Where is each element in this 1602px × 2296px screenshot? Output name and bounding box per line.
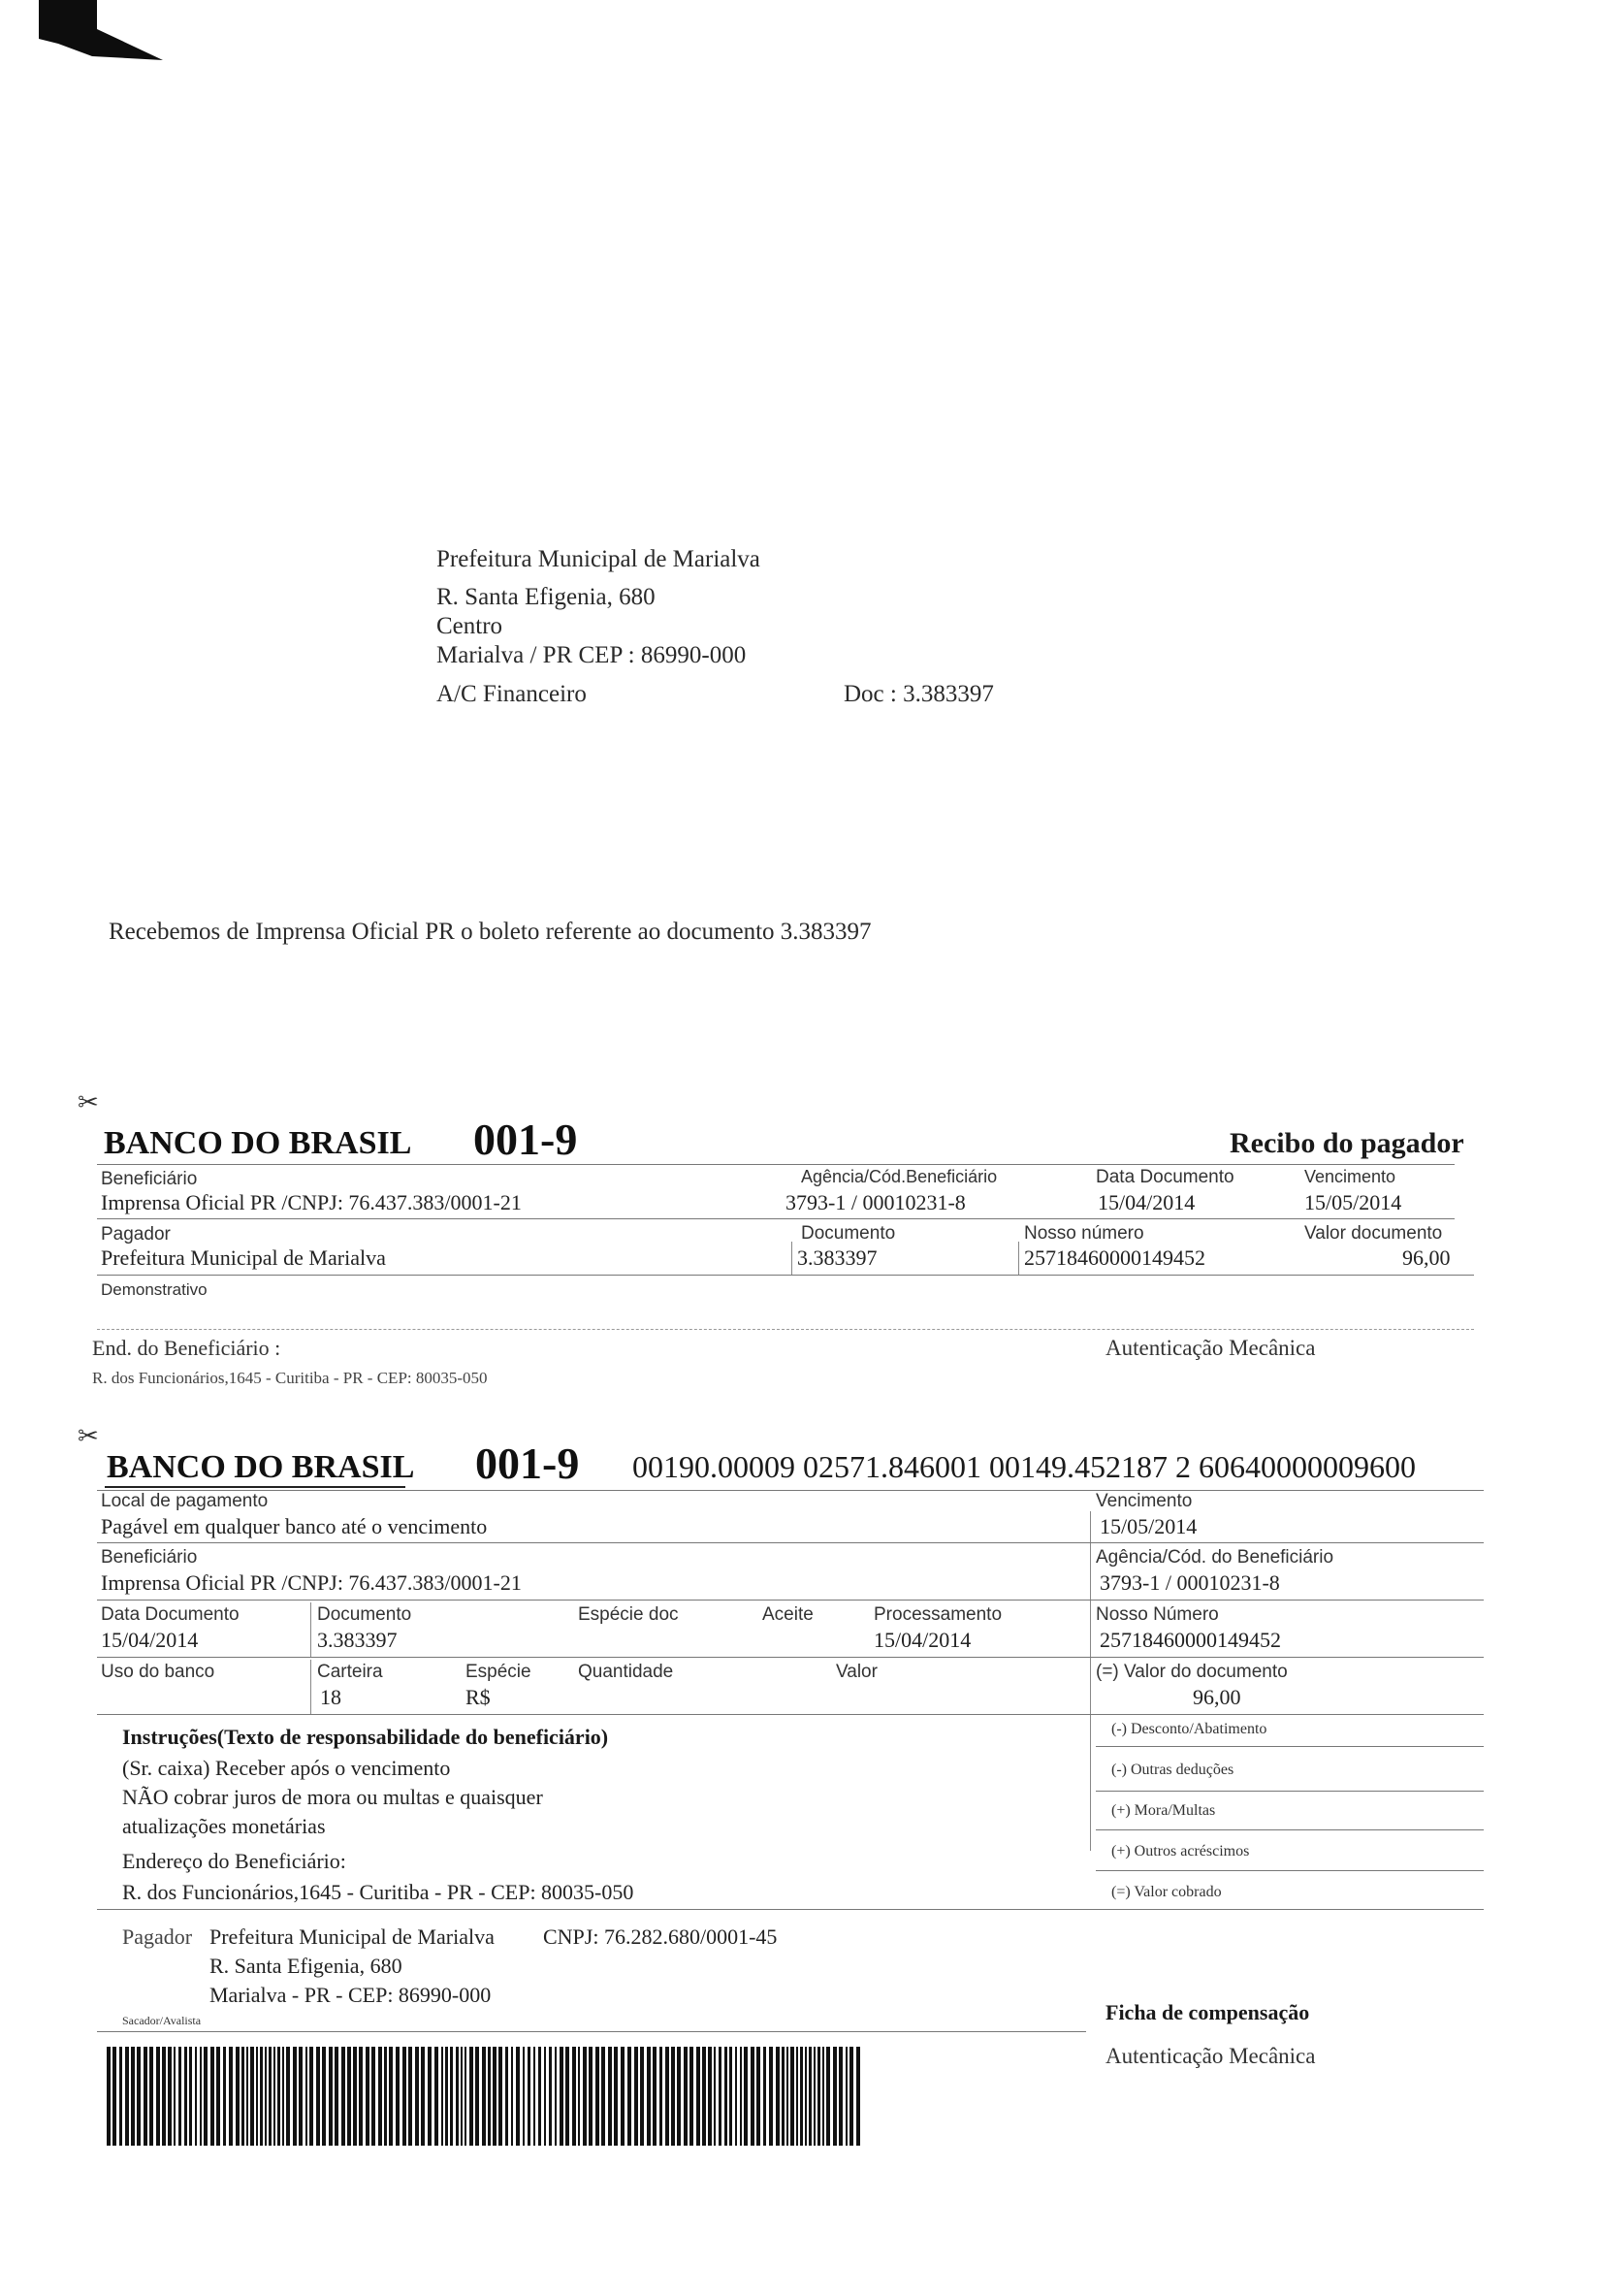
recibo-beneficiario-label: Beneficiário: [101, 1169, 198, 1189]
ficha-outros-acrescimos-label: (+) Outros acréscimos: [1111, 1843, 1250, 1859]
ficha-pagador-rua: R. Santa Efigenia, 680: [209, 1954, 402, 1978]
recibo-beneficiario: Imprensa Oficial PR /CNPJ: 76.437.383/0001-21: [101, 1190, 522, 1214]
ficha-agencia-label: Agência/Cód. do Beneficiário: [1096, 1547, 1334, 1568]
recibo-documento-label: Documento: [801, 1223, 896, 1244]
ficha-sacador-line: [97, 2031, 1086, 2032]
header-street: R. Santa Efigenia, 680: [436, 584, 656, 610]
ficha-valor-doc-label: (=) Valor do documento: [1096, 1662, 1288, 1682]
ficha-carteira: 18: [320, 1685, 341, 1709]
ficha-documento-label: Documento: [317, 1604, 412, 1625]
recibo-top-line: [97, 1164, 1455, 1165]
ficha-documento: 3.383397: [317, 1628, 398, 1652]
ficha-valor-label: Valor: [836, 1662, 878, 1682]
ficha-top-line: [97, 1490, 1484, 1491]
recibo-pagador-label: Pagador: [101, 1224, 171, 1245]
recibo-documento: 3.383397: [797, 1245, 878, 1270]
recibo-agencia: 3793-1 / 00010231-8: [785, 1190, 966, 1214]
recibo-valor-label: Valor documento: [1304, 1223, 1443, 1244]
recibo-bank-code: 001-9: [473, 1115, 578, 1164]
ficha-data-doc: 15/04/2014: [101, 1628, 199, 1652]
ficha-ded-line: [1096, 1746, 1484, 1747]
ficha-processamento-label: Processamento: [874, 1604, 1003, 1625]
ficha-row3-line: [97, 1657, 1484, 1658]
recibo-vencimento: 15/05/2014: [1304, 1190, 1402, 1214]
recibo-demo-line: [97, 1329, 1474, 1330]
recibo-end: R. dos Funcionários,1645 - Curitiba - PR - CEP: 80035-050: [92, 1369, 488, 1387]
ficha-valor-cobrado-label: (=) Valor cobrado: [1111, 1884, 1222, 1900]
ficha-valor-doc: 96,00: [1193, 1685, 1241, 1709]
ficha-instrucao-3: atualizações monetárias: [122, 1814, 326, 1838]
ficha-outras-deducoes-label: (-) Outras deduções: [1111, 1762, 1234, 1778]
ficha-sacador-label: Sacador/Avalista: [122, 2014, 202, 2027]
ficha-mora-label: (+) Mora/Multas: [1111, 1802, 1216, 1819]
recibo-pagador: Prefeitura Municipal de Marialva: [101, 1245, 386, 1270]
header-district: Centro: [436, 613, 503, 639]
recibo-nosso-numero: 25718460000149452: [1024, 1245, 1205, 1270]
ficha-row4-line: [97, 1714, 1484, 1715]
ficha-aceite-label: Aceite: [762, 1604, 814, 1625]
ficha-row1-line: [97, 1542, 1484, 1543]
recibo-valor: 96,00: [1402, 1245, 1451, 1270]
recibo-doc-divider: [791, 1242, 792, 1275]
ficha-row5-line: [97, 1909, 1484, 1910]
ficha-agencia: 3793-1 / 00010231-8: [1100, 1570, 1280, 1595]
ficha-desconto-label: (-) Desconto/Abatimento: [1111, 1721, 1267, 1737]
ficha-instrucao-1: (Sr. caixa) Receber após o vencimento: [122, 1756, 451, 1780]
recibo-row1-line: [97, 1218, 1455, 1219]
ficha-right-column-line: [1090, 1511, 1091, 1851]
ficha-ded-line: [1096, 1870, 1484, 1871]
ficha-autenticacao: Autenticação Mecânica: [1105, 2044, 1316, 2068]
recibo-bank-name: BANCO DO BRASIL: [104, 1125, 412, 1161]
scan-artifact: [39, 0, 165, 60]
recibo-vencimento-label: Vencimento: [1304, 1167, 1396, 1186]
ficha-pagador-cnpj: CNPJ: 76.282.680/0001-45: [543, 1924, 778, 1949]
ficha-nosso-numero: 25718460000149452: [1100, 1628, 1281, 1652]
recibo-row2-line: [97, 1275, 1474, 1276]
ficha-data-doc-label: Data Documento: [101, 1604, 240, 1625]
ficha-pagador-label: Pagador: [122, 1924, 193, 1949]
recibo-nosso-numero-label: Nosso número: [1024, 1223, 1144, 1244]
header-attention: A/C Financeiro: [436, 681, 587, 707]
ficha-bank-underline: [105, 1486, 405, 1488]
ficha-vencimento-label: Vencimento: [1096, 1491, 1193, 1511]
ficha-row2-line: [97, 1600, 1484, 1601]
ficha-end: R. dos Funcionários,1645 - Curitiba - PR - CEP: 80035-050: [122, 1880, 634, 1904]
ficha-ded-line: [1096, 1829, 1484, 1830]
recibo-agencia-label: Agência/Cód.Beneficiário: [801, 1167, 998, 1186]
recibo-autenticacao: Autenticação Mecânica: [1105, 1336, 1316, 1360]
ficha-pagador: Prefeitura Municipal de Marialva: [209, 1924, 495, 1949]
ficha-especie-label: Espécie: [465, 1662, 531, 1682]
ficha-bank-name: BANCO DO BRASIL: [107, 1449, 415, 1485]
barcode: [107, 2047, 865, 2146]
ficha-col-divider: [310, 1660, 311, 1714]
scissors-icon: ✂: [78, 1422, 99, 1451]
recibo-data-doc: 15/04/2014: [1098, 1190, 1196, 1214]
ficha-bank-code: 001-9: [475, 1439, 580, 1488]
recibo-title: Recibo do pagador: [1230, 1127, 1464, 1159]
ficha-col-divider: [310, 1602, 311, 1657]
ficha-beneficiario: Imprensa Oficial PR /CNPJ: 76.437.383/0001-21: [101, 1570, 522, 1595]
scissors-icon: ✂: [78, 1088, 99, 1117]
ficha-pagador-cidade: Marialva - PR - CEP: 86990-000: [209, 1983, 492, 2007]
ficha-carteira-label: Carteira: [317, 1662, 383, 1682]
header-city: Marialva / PR CEP : 86990-000: [436, 642, 747, 668]
ficha-nosso-numero-label: Nosso Número: [1096, 1604, 1219, 1625]
recibo-end-label: End. do Beneficiário :: [92, 1336, 281, 1360]
ficha-instrucao-2: NÃO cobrar juros de mora ou multas e quaisquer: [122, 1785, 543, 1809]
header-org: Prefeitura Municipal de Marialva: [436, 546, 760, 572]
ficha-linha-digitavel: 00190.00009 02571.846001 00149.452187 2 60640000009600: [632, 1449, 1416, 1484]
ficha-especie-doc-label: Espécie doc: [578, 1604, 679, 1625]
header-doc: Doc : 3.383397: [844, 681, 994, 707]
ficha-end-label: Endereço do Beneficiário:: [122, 1849, 346, 1873]
ficha-local: Pagável em qualquer banco até o vencimento: [101, 1514, 488, 1538]
ficha-ded-line: [1096, 1791, 1484, 1792]
ficha-instrucoes-title: Instruções(Texto de responsabilidade do beneficiário): [122, 1725, 609, 1749]
recibo-demonstrativo-label: Demonstrativo: [101, 1280, 208, 1299]
recibo-data-doc-label: Data Documento: [1096, 1167, 1234, 1187]
recibo-nosso-divider: [1018, 1242, 1019, 1275]
ficha-beneficiario-label: Beneficiário: [101, 1547, 198, 1568]
ficha-processamento: 15/04/2014: [874, 1628, 972, 1652]
receipt-text: Recebemos de Imprensa Oficial PR o boleto referente ao documento 3.383397: [109, 919, 872, 945]
ficha-title: Ficha de compensação: [1105, 2000, 1310, 2024]
ficha-vencimento: 15/05/2014: [1100, 1514, 1198, 1538]
barcode-graphic: [107, 2047, 865, 2146]
ficha-quantidade-label: Quantidade: [578, 1662, 674, 1682]
ficha-uso-banco-label: Uso do banco: [101, 1662, 215, 1682]
ficha-especie: R$: [465, 1685, 491, 1709]
ficha-local-label: Local de pagamento: [101, 1491, 269, 1511]
